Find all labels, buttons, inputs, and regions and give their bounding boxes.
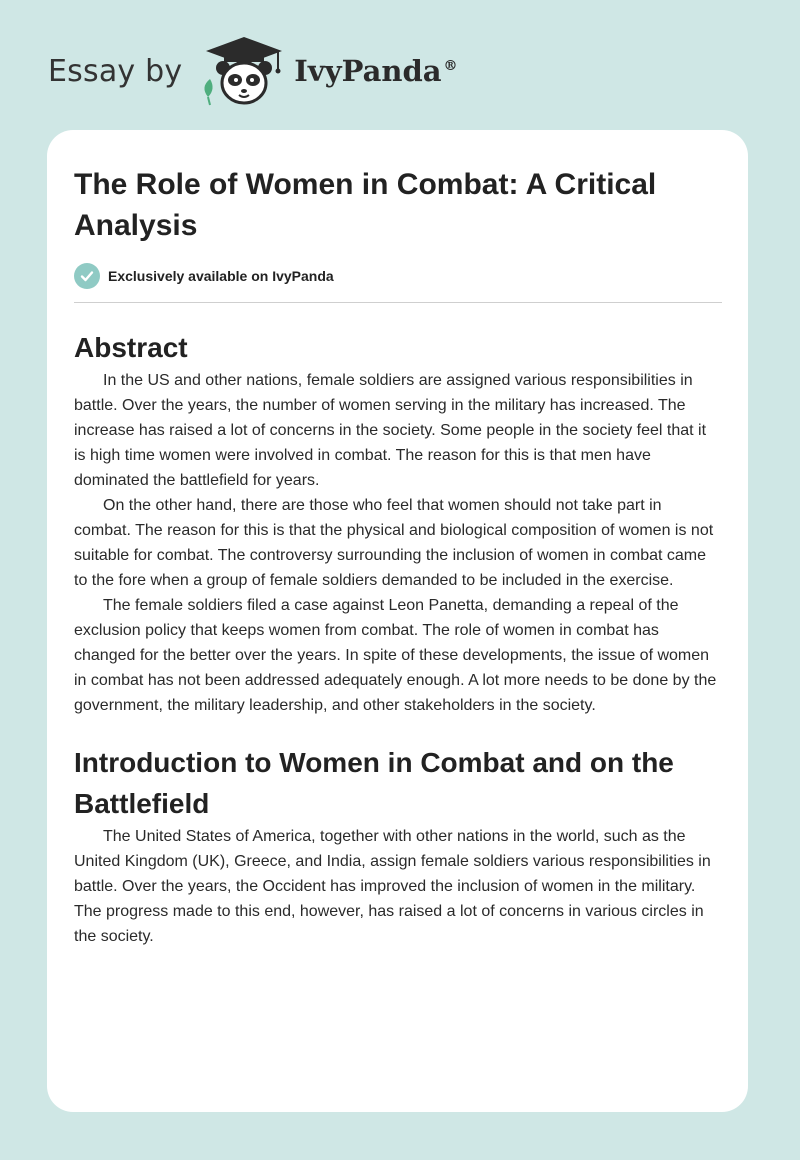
essay-by-label: Essay by (48, 53, 183, 89)
abstract-paragraph-2: On the other hand, there are those who feel that women should not take part in combat. The reason for this is that the physical and biological composition of women is not suitable for combat. The controversy surrounding the inclusion of women in combat came to the fore when a group of female soldiers demanded to be included in the exercise. (74, 497, 714, 589)
essay-title: The Role of Women in Combat: A Critical Analysis (74, 168, 657, 242)
introduction-paragraph-1: The United States of America, together with other nations in the world, such as the United Kingdom (UK), Greece, and India, assign female soldiers various responsibilities in battle. Over the years, the Occident has improved the inclusion of women in the military. The progress made to this end, however, has raised a lot of concerns in various circles in the society. (74, 828, 711, 945)
registered-mark: ® (443, 58, 458, 75)
title-divider (74, 302, 722, 303)
exclusive-badge-text: Exclusively available on IvyPanda (108, 268, 334, 284)
section-heading-abstract: Abstract (74, 332, 188, 363)
abstract-paragraph-1: In the US and other nations, female soldiers are assigned various responsibilities in battle. Over the years, the number of women serving in the military has increased. The increase has raised a lot of concerns in the society. Some people in the society feel that it is high time women were involved in combat. The reason for this is that men have dominated the battlefield for years. (74, 372, 707, 489)
exclusive-badge (74, 263, 722, 289)
site-header (48, 36, 458, 106)
section-heading-introduction: Introduction to Women in Combat and on the Battlefield (74, 747, 674, 819)
abstract-paragraph-3: The female soldiers filed a case against Leon Panetta, demanding a repeal of the exclusion policy that keeps women from combat. The role of women in combat has changed for the better over the years. In spite of these developments, the issue of women in combat has not been addressed adequately enough. A lot more needs to be done by the government, the military leadership, and other stakeholders in the society. (74, 597, 717, 714)
ivypanda-brand-name[interactable]: IvyPanda ® (294, 54, 458, 88)
check-circle-icon (74, 263, 100, 289)
essay-card (47, 130, 748, 1112)
panda-graduation-cap-icon[interactable] (196, 35, 292, 107)
